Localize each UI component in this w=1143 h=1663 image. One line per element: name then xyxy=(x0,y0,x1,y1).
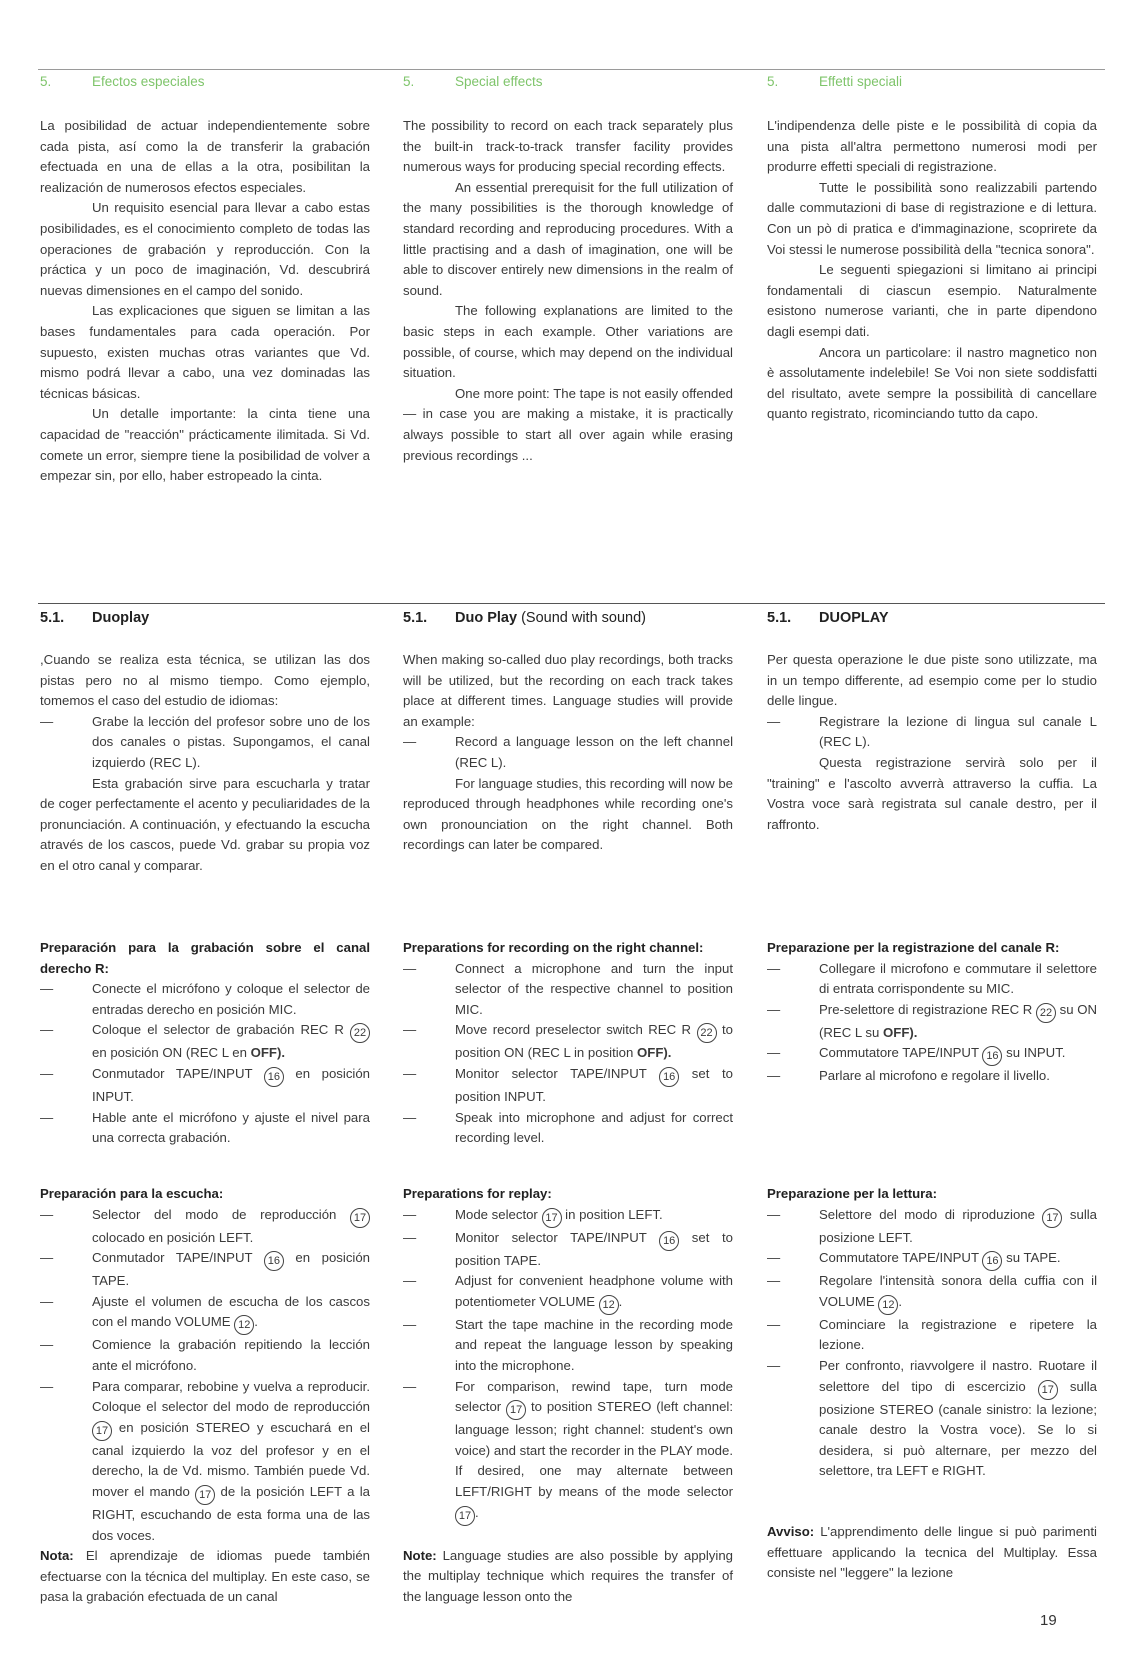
control-number-22: 22 xyxy=(350,1023,370,1043)
control-number-22: 22 xyxy=(1036,1003,1056,1023)
subsection-title-en: 5.1. Duo Play (Sound with sound) xyxy=(403,610,647,626)
prep-play-it: Preparazione per la lettura: — Selettore del modo di riproduzione 17 sulla posizione LEFT. — Commutatore TAPE/INPUT 16 su TAPE. — Regolare l'intensità sonora della cuffia con il VOLUME 12 . — Cominciare la registrazione e ripetere la lezione. — Per confronto, riavvolgere il nastro. Ruotare il selettore del tipo di escercizio 17 sulla posizione STEREO (canale sinistro: la lezione; canale destro la Vostra voce). Se lo si desidera, si può alternare, per mezzo del selettore, tra LEFT e RIGHT. Avviso: L'apprendimento delle lingue si può parimenti effettuare applicando la tecnica del Multiplay. Essa consiste nel "leggere" la lezione xyxy=(767,1186,1098,1581)
control-number-17: 17 xyxy=(455,1506,475,1526)
control-number-16: 16 xyxy=(659,1067,679,1087)
control-number-17: 17 xyxy=(1038,1380,1058,1400)
subsection-title-it: 5.1. DUOPLAY xyxy=(767,610,889,626)
intro-en: The possibility to record on each track separately plus the built-in track-to-track transfer facility provides numerous ways for producing special recording effects. An essential prerequisit for the full utilization of the many possibilities is the thorough knowledge of standard recording and reproducing procedures. With a little practising and a dash of imagination, one will be able to discover entirely new dimensions in the realm of sound. The following explanations are limited to the basic steps in each example. Other variations are possible, of course, which may depend on the individual situation. One more point: The tape is not easily offended — in case you are making a mistake, it is practically always possible to start all over again while erasing previous recordings ... xyxy=(403,118,733,463)
control-number-16: 16 xyxy=(264,1067,284,1087)
prep-play-es: Preparación para la escucha: — Selector del modo de reproducción 17 colocado en posición LEFT. — Conmutador TAPE/INPUT 16 en posición TAPE. — Ajuste el volumen de escucha de los cascos con el mando VOLUME 12 . — Comience la grabación repitiendo la lección ante el micrófono. — Para comparar, rebobine y vuelva a reproducir. Coloque el selector del modo de reproducción 17 en posición STEREO y escuchará en el canal izquierdo la voz del profesor y en el derecho, la de Vd. mismo. También puede Vd. mover el mando 17 de la posición LEFT a la RIGHT, escuchando de esta forma una de las dos voces. Nota: El aprendizaje de idiomas puede también efectuarse con la técnica del multiplay. En este caso, se pasa la grabación efectuada de un canal xyxy=(40,1186,371,1605)
top-rule xyxy=(38,69,1105,70)
prep-rec-en: Preparations for recording on the right channel: — Connect a microphone and turn the input selector of the respective channel to position MIC. — Move record preselector switch REC R 22 to position ON (REC L in position OFF). — Monitor selector TAPE/INPUT 16 set to position INPUT. — Speak into microphone and adjust for correct recording level. xyxy=(403,940,733,1146)
section-title-es: 5. Efectos especiales xyxy=(40,74,205,89)
control-number-12: 12 xyxy=(878,1295,898,1315)
control-number-17: 17 xyxy=(542,1208,562,1228)
section-title-it: 5. Effetti speciali xyxy=(767,74,903,89)
control-number-17: 17 xyxy=(506,1400,526,1420)
control-number-16: 16 xyxy=(264,1251,284,1271)
control-number-17: 17 xyxy=(1042,1208,1062,1228)
prep-rec-it: Preparazione per la registrazione del canale R: — Collegare il microfono e commutare il selettore di entrata corrispondente su MIC. — Pre-selettore di registrazione REC R 22 su ON (REC L su OFF). — Commutatore TAPE/INPUT 16 su INPUT. — Parlare al microfono e regolare il livello. xyxy=(767,940,1097,1084)
control-number-17: 17 xyxy=(350,1208,370,1228)
section-title-en: 5. Special effects xyxy=(403,74,543,89)
control-number-17: 17 xyxy=(92,1421,112,1441)
duo-es: ,Cuando se realiza esta técnica, se utilizan las dos pistas pero no al mismo tiempo. Como ejemplo, tomemos el caso del estudio de idiomas: — Grabe la lección del profesor sobre uno de los dos canales o pistas. Supongamos, el canal izquierdo (REC L). Esta grabación sirve para escucharla y tratar de coger perfectamente el acento y peculiaridades de la pronunciación. A continuación, y efectuando la escucha através de los cascos, puede Vd. grabar su propia voz en el otro canal y comparar. xyxy=(40,652,370,873)
duo-it: Per questa operazione le due piste sono utilizzate, ma in un tempo differente, ad esempio come per lo studio delle lingue. — Registrare la lezione di lingua sul canale L (REC L). Questa registrazione servirà solo per il "training" e l'ascolto avverrà attraverso la cuffia. La Vostra voce sarà registrata sul canale destro, per il raffronto. xyxy=(767,652,1097,832)
control-number-17: 17 xyxy=(195,1485,215,1505)
control-number-16: 16 xyxy=(982,1046,1002,1066)
control-number-22: 22 xyxy=(697,1023,717,1043)
subsection-title-es: 5.1. Duoplay xyxy=(40,610,150,626)
control-number-16: 16 xyxy=(659,1231,679,1251)
intro-it: L'indipendenza delle piste e le possibilità di copia da una pista all'altra permettono numerosi modi per produrre effetti speciali di registrazione. Tutte le possibilità sono realizzabili partendo dalle commutazioni di base di registrazione e di lettura. Con un pò di pratica e d'immaginazione, scoprirete da Voi stessi le numerose possibilità della "tecnica sonora". Le seguenti spiegazioni si limitano ai principi fondamentali di ciascun esempio. Naturalmente esistono numerose varianti, che in parte dipendono dagli esempi dati. Ancora un particolare: il nastro magnetico non è assolutamente indelebile! Se Voi non siete soddisfatti del risultato, avete sempre la possibilità di cancellare quanto registrato, ricominciando tutto da capo. xyxy=(767,118,1097,422)
prep-rec-es: Preparación para la grabación sobre el canal derecho R: — Conecte el micrófono y coloque el selector de entradas derecho en posición MIC. — Coloque el selector de grabación REC R 22 en posición ON (REC L en OFF). — Conmutador TAPE/INPUT 16 en posición INPUT. — Hable ante el micrófono y ajuste el nivel para una correcta grabación. xyxy=(40,940,371,1146)
intro-es: La posibilidad de actuar independientemente sobre cada pista, así como la de transferir la grabación efectuada en una de ellas a la otra, posibilitan la realización de numerosos efectos especiales. Un requisito esencial para llevar a cabo estas posibilidades, es el conocimiento completo de todas las operaciones de grabación y reproducción. Con la práctica y un poco de imaginación, Vd. descubrirá nuevas dimensiones en el campo del sonido. Las explicaciones que siguen se limitan a las bases fundamentales para cada operación. Por supuesto, existen muchas otras variantes que Vd. mismo podrá llevar a cabo, una vez dominadas las técnicas básicas. Un detalle importante: la cinta tiene una capacidad de "reacción" prácticamente ilimitada. Si Vd. comete un error, siempre tiene la posibilidad de volver a empezar sin, por ello, haber estropeado la cinta. xyxy=(40,118,370,484)
section-rule xyxy=(38,603,1105,604)
page-number: 19 xyxy=(1040,1612,1057,1629)
control-number-12: 12 xyxy=(234,1315,254,1335)
prep-play-en: Preparations for replay: — Mode selector 17 in position LEFT. — Monitor selector TAPE/INPUT 16 set to position TAPE. — Adjust for convenient headphone volume with potentiometer VOLUME 12 . — Start the tape machine in the recording mode and repeat the language lesson by speaking into the microphone. — For comparison, rewind tape, turn mode selector 17 to position STEREO (left channel: language lesson; right channel: student's own voice) and start the recorder in the PLAY mode. If desired, one may alternate between LEFT/RIGHT by means of the mode selector 17 . Note: Language studies are also possible by applying the multiplay technique which requires the transfer of the language lesson onto the xyxy=(403,1186,733,1604)
control-number-16: 16 xyxy=(982,1251,1002,1271)
control-number-12: 12 xyxy=(599,1295,619,1315)
duo-en: When making so-called duo play recordings, both tracks will be utilized, but the recording on each track takes place at different times. Language studies will provide an example: — Record a language lesson on the left channel (REC L). For language studies, this recording will now be reproduced through headphones while recording one's own pronounciation on the right channel. Both recordings can later be compared. xyxy=(403,652,733,853)
